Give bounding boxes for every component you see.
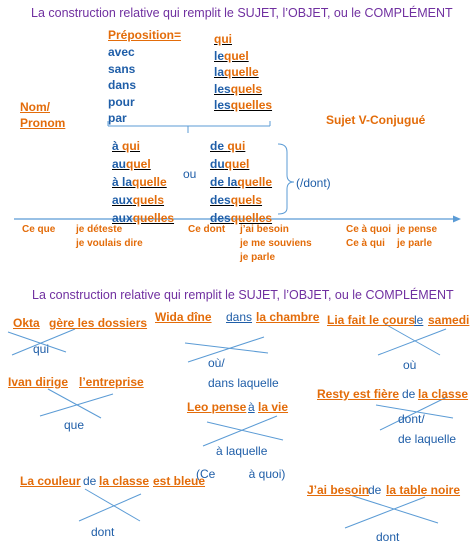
cross-couleur-b [79, 494, 141, 521]
timeline-arrowhead [453, 216, 461, 223]
example-resty-object: la classe [418, 387, 469, 401]
de-form: de laquelle [210, 175, 273, 189]
timeline-ce-que: Ce que [22, 224, 56, 235]
example-leo-object: la vie [258, 400, 289, 414]
relative-pronoun: lesquelles [214, 98, 273, 112]
example-leo-subject: Leo pense [187, 400, 247, 414]
relative-pronoun: laquelle [214, 65, 259, 79]
example-lia-object: samedi [428, 313, 470, 327]
example-couleur-relative: dont [91, 525, 115, 539]
example-wida-relative-1: où/ [208, 356, 225, 370]
cross-couleur-a [85, 489, 140, 521]
a-form: auquel [112, 157, 151, 171]
timeline-je-me-souviens: je me souviens [240, 238, 312, 249]
de-forms-list [210, 137, 272, 227]
de-form: de qui [210, 139, 246, 153]
simple-relatives-list [214, 31, 272, 114]
cross-besoin-b [345, 497, 425, 528]
relative-pronoun: qui [214, 32, 232, 46]
timeline-je-parle-2: je parle [397, 238, 433, 249]
example-ivan-relative: que [64, 418, 85, 432]
a-form: auxquels [112, 193, 165, 207]
preposition-item: sans [108, 61, 136, 76]
example-resty-relative-1: dont/ [398, 412, 425, 426]
example-ivan-subject: Ivan dirige [8, 375, 69, 389]
de-form: duquel [210, 157, 250, 171]
a-form: à laquelle [112, 175, 167, 189]
example-okta-subject: Okta [13, 316, 40, 330]
timeline-jai-besoin: j’ai besoin [240, 224, 289, 235]
example-okta-relative: qui [33, 342, 50, 356]
example-couleur-prep: de [83, 474, 97, 488]
example-couleur-verb: est bleue [153, 474, 206, 488]
cross-leo-a [207, 422, 283, 440]
bottom-title: La construction relative qui remplit le SUJET, l’OBJET, ou le COMPLÉMENT [32, 288, 454, 302]
example-lia-relative: où [403, 358, 417, 372]
timeline-ce-dont: Ce dont [188, 224, 226, 235]
example-ivan-object: l’entreprise [79, 375, 144, 389]
nom-pronom-label: Nom/ Pronom [20, 100, 66, 130]
cross-lia-b [378, 329, 446, 355]
cross-wida-a [185, 343, 268, 353]
preposition-item: avec [108, 45, 135, 59]
example-leo-relative-1: à laquelle [216, 444, 268, 458]
timeline-ce-a-quoi: Ce à quoi [346, 224, 392, 235]
example-wida-relative-2: dans laquelle [208, 376, 279, 390]
de-form: desquels [210, 193, 263, 207]
cross-lia-a [385, 324, 440, 355]
preposition-item: pour [108, 94, 135, 109]
preposition-item: dans [108, 78, 137, 92]
a-form: à qui [112, 139, 141, 153]
example-besoin-prep: de [368, 483, 382, 497]
example-besoin-relative: dont [376, 530, 400, 544]
example-leo-relative-2: (Ce à quoi) [196, 467, 286, 481]
relative-pronoun: lequel [214, 48, 249, 63]
example-wida-object: la chambre [256, 310, 320, 324]
cross-ivan-b [40, 394, 113, 416]
a-forms-list [112, 137, 174, 227]
top-title: La construction relative qui remplit le SUJET, l’OBJET, ou le COMPLÉMENT [31, 6, 453, 20]
timeline-je-deteste: je déteste [76, 224, 123, 235]
example-resty-prep: de [402, 387, 416, 401]
cross-ivan-a [48, 389, 101, 418]
de-form: desquelles [210, 211, 273, 225]
preposition-list [108, 44, 136, 127]
timeline-ce-a-qui: Ce à qui [346, 238, 385, 249]
example-okta-verb: gère les dossiers [49, 316, 148, 330]
example-resty-subject: Resty est fière [317, 387, 400, 401]
example-lia-subject: Lia fait le cours [327, 313, 416, 327]
timeline-je-parle: je parle [240, 252, 276, 263]
cross-leo-b [203, 416, 277, 446]
sujet-v-label: Sujet V-Conjugué [326, 113, 426, 127]
example-leo-prep: à [248, 400, 255, 414]
example-wida-prep: dans [226, 310, 253, 324]
example-wida-subject: Wida dîne [155, 310, 212, 324]
dont-brace [278, 144, 294, 214]
example-lia-article: le [414, 313, 424, 327]
preposition-heading: Préposition= [108, 28, 182, 42]
example-couleur-subject: La couleur [20, 474, 81, 488]
preposition-item: par [108, 111, 127, 125]
relative-pronoun: lesquels [214, 81, 263, 96]
a-form: auxquelles [112, 211, 175, 225]
timeline-je-pense: je pense [397, 224, 438, 235]
dont-note: (/dont) [296, 176, 331, 190]
example-besoin-object: la table noire [386, 483, 461, 497]
ou-label: ou [183, 167, 197, 181]
cross-wida-b [188, 337, 264, 362]
timeline-je-voulais-dire: je voulais dire [76, 238, 143, 249]
example-couleur-object: la classe [99, 474, 150, 488]
example-besoin-subject: J’ai besoin [307, 483, 370, 497]
example-resty-relative-2: de laquelle [398, 432, 457, 446]
